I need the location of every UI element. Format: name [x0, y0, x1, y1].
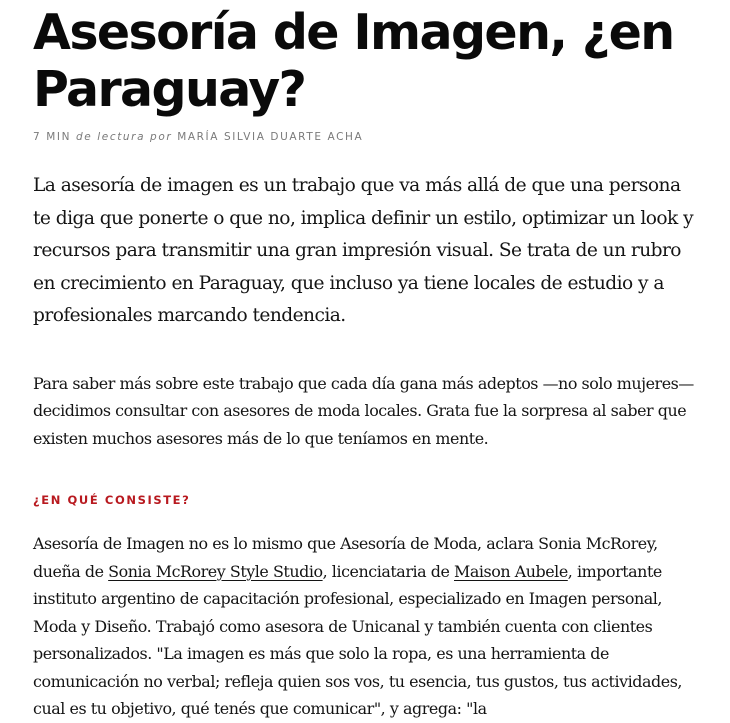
- body-paragraph-2: Para saber más sobre este trabajo que cada día gana más adeptos —no solo mujeres— decidimos consultar con asesores de moda locales. Grata fue la sorpresa al saber que existen muchos asesores más de lo que teníamos en mente.: [33, 373, 694, 448]
- sonia-mcrorey-style-studio-link[interactable]: Sonia McRorey Style Studio: [108, 561, 323, 581]
- paragraph-text: Asesoría de Imagen no es lo mismo que Asesoría de Moda, aclara Sonia McRorey, dueña de: [33, 534, 658, 581]
- article: [33, 0, 701, 723]
- author-name[interactable]: MARÍA SILVIA DUARTE ACHA: [177, 131, 364, 143]
- section-heading: ¿EN QUÉ CONSISTE?: [33, 493, 191, 507]
- article-title: Asesoría de Imagen, ¿en Paraguay?: [33, 4, 674, 118]
- read-time: 7 MIN: [33, 131, 72, 143]
- body-paragraph-3: [33, 530, 701, 723]
- byline: [33, 130, 701, 144]
- paragraph-text: , importante instituto argentino de capacitación profesional, especializado en Imagen personal, Moda y Diseño. Trabajó como asesora de Unicanal y también cuenta con clientes personalizados. "La imagen es más que solo la ropa, es una herramienta de comunicación no verbal; refleja quien sos vos, tu esencia, tus gustos, tus actividades, cual es tu objetivo, qué tenés que comunicar", y agrega: "la: [33, 561, 683, 718]
- lead-paragraph: La asesoría de imagen es un trabajo que va más allá de que una persona te diga que ponerte o que no, implica definir un estilo, optimizar un look y recursos para transmitir una gran impresión visual. Se trata de un rubro en crecimiento en Paraguay, que incluso ya tiene locales de estudio y a profesionales marcando tendencia.: [33, 175, 694, 326]
- paragraph-text: , licenciataria de: [322, 561, 455, 581]
- read-label: de lectura por: [75, 131, 173, 143]
- maison-aubele-link[interactable]: Maison Aubele: [454, 561, 568, 581]
